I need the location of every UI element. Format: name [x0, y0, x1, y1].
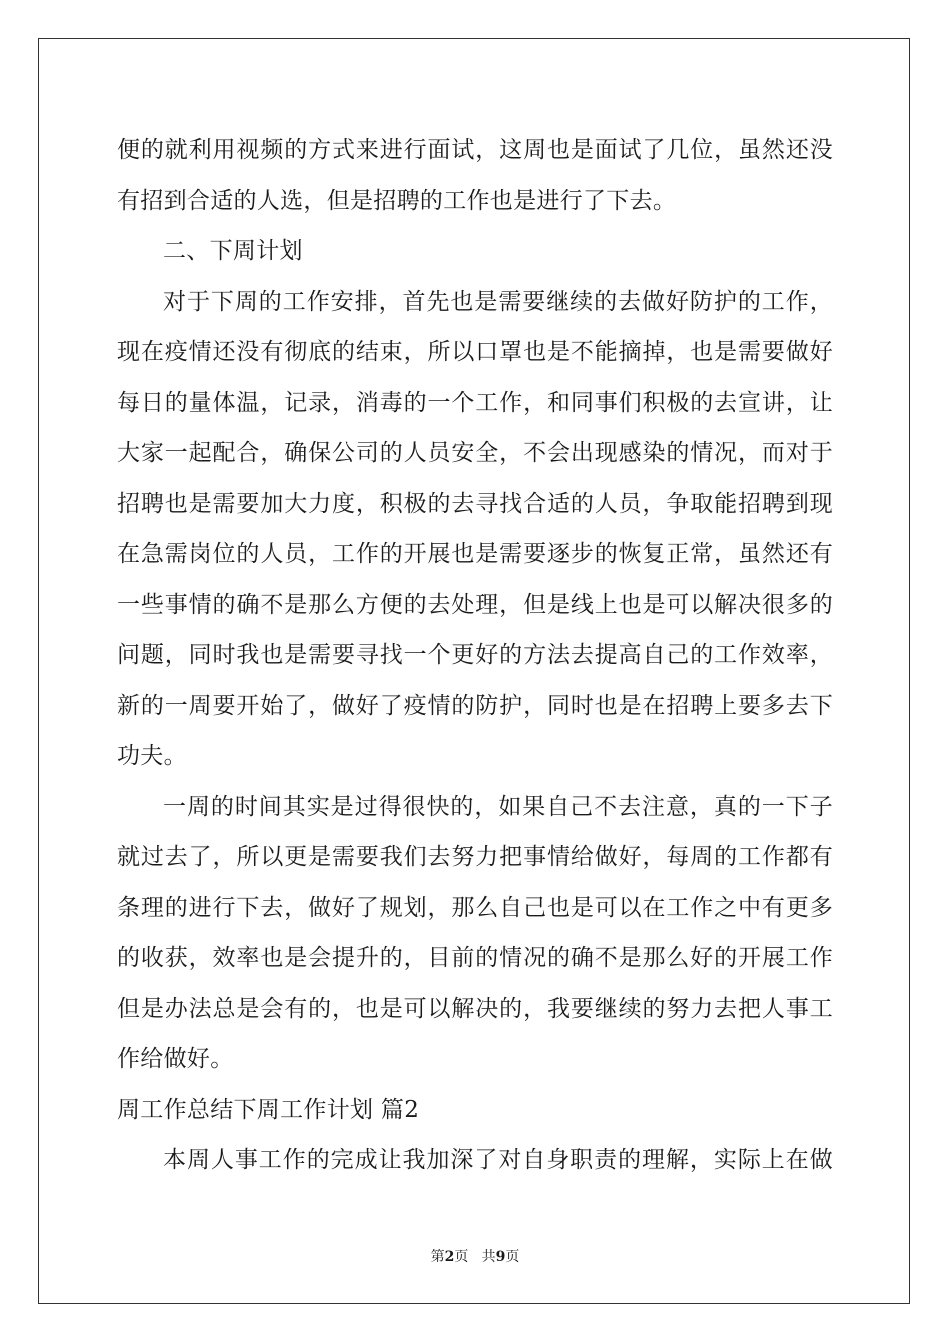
text-line: 就过去了，所以更是需要我们去努力把事情给做好，每周的工作都有 [117, 844, 833, 870]
text-line: 对于下周的工作安排，首先也是需要继续的去做好防护的工作， [163, 288, 833, 315]
text-line: 本周人事工作的完成让我加深了对自身职责的理解，实际上在做 [163, 1147, 833, 1173]
text-line: 现在疫情还没有彻底的结束，所以口罩也是不能摘掉，也是需要做好 [117, 339, 833, 365]
text-line: 新的一周要开始了，做好了疫情的防护，同时也是在招聘上要多去下 [117, 692, 833, 719]
page-number: 2 [444, 1249, 455, 1265]
text-line: 问题，同时我也是需要寻找一个更好的方法去提高自己的工作效率， [117, 642, 833, 668]
text-line: 一周的时间其实是过得很快的，如果自己不去注意，真的一下子 [163, 793, 833, 820]
text-line: 周工作总结下周工作计划 篇2 [117, 1096, 420, 1123]
text-line: 有招到合适的人选，但是招聘的工作也是进行了下去。 [117, 187, 677, 214]
text-line: 一些事情的确不是那么方便的去处理，但是线上也是可以解决很多的 [117, 591, 833, 618]
document-body [117, 125, 833, 1186]
page-suffix: 页 [454, 1249, 469, 1265]
text-line: 每日的量体温，记录，消毒的一个工作，和同事们积极的去宣讲，让 [117, 389, 833, 416]
text-line: 便的就利用视频的方式来进行面试，这周也是面试了几位，虽然还没 [117, 137, 833, 163]
text-line: 二、下周计划 [163, 238, 303, 264]
total-suffix: 页 [505, 1249, 520, 1265]
text-line: 作给做好。 [117, 1046, 234, 1072]
text-line: 的收获，效率也是会提升的，目前的情况的确不是那么好的开展工作 [117, 945, 833, 971]
text-line: 条理的进行下去，做好了规划，那么自己也是可以在工作之中有更多 [117, 894, 833, 921]
text-line: 大家一起配合，确保公司的人员安全，不会出现感染的情况，而对于 [117, 440, 833, 466]
page-prefix: 第 [430, 1249, 445, 1265]
page-footer [0, 1246, 950, 1266]
text-line: 功夫。 [117, 743, 187, 769]
text-line: 在急需岗位的人员，工作的开展也是需要逐步的恢复正常，虽然还有 [117, 541, 833, 567]
total-prefix: 共 [481, 1249, 496, 1265]
text-line: 但是办法总是会有的，也是可以解决的，我要继续的努力去把人事工 [117, 995, 833, 1022]
total-pages: 9 [495, 1249, 506, 1265]
text-line: 招聘也是需要加大力度，积极的去寻找合适的人员，争取能招聘到现 [117, 490, 833, 517]
